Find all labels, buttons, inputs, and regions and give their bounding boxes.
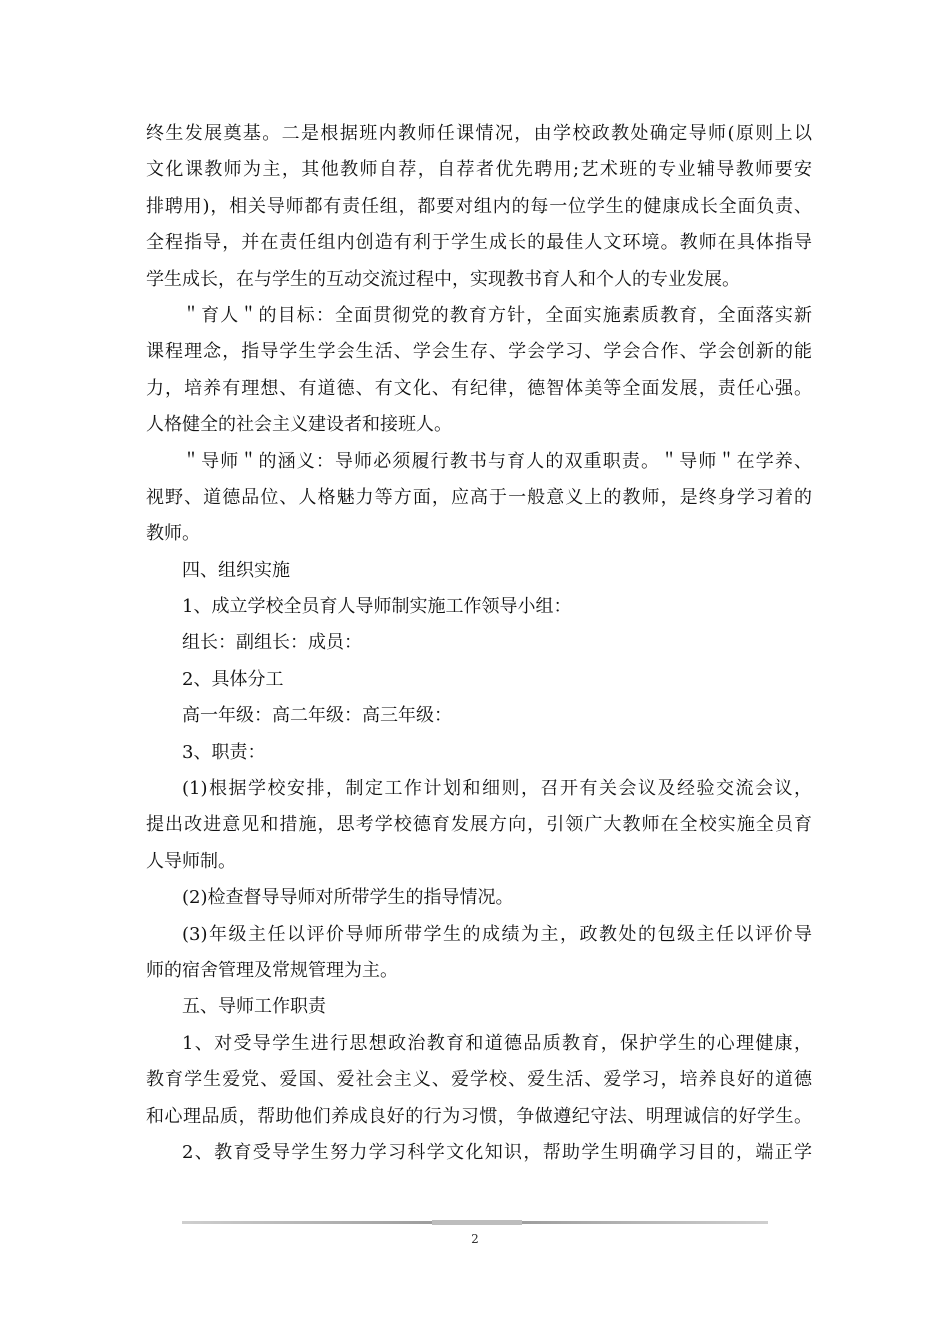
text-line: ＂育人＂的目标：全面贯彻党的教育方针，全面实施素质教育，全面落实新 (182, 304, 812, 326)
text-line: 课程理念，指导学生学会生活、学会生存、学会学习、学会合作、学会创新的能 (146, 341, 812, 363)
text-line: 四、组织实施 (182, 559, 290, 581)
text-line: (1)根据学校安排，制定工作计划和细则，召开有关会议及经验交流会议， (182, 778, 812, 800)
text-line: 教育学生爱党、爱国、爱社会主义、爱学校、爱生活、爱学习，培养良好的道德 (146, 1069, 812, 1091)
document-body (146, 116, 812, 1171)
text-line: 教师。 (146, 523, 200, 545)
text-line: ＂导师＂的涵义：导师必须履行教书与育人的双重职责。＂导师＂在学养、 (182, 450, 812, 472)
footer-divider (182, 1221, 768, 1224)
text-line: 和心理品质，帮助他们养成良好的行为习惯，争做遵纪守法、明理诚信的好学生。 (146, 1105, 812, 1127)
text-line: 3、职责： (182, 741, 266, 763)
text-line: 五、导师工作职责 (182, 996, 326, 1018)
text-line: 文化课教师为主，其他教师自荐，自荐者优先聘用;艺术班的专业辅导教师要安 (146, 159, 812, 181)
text-line: 1、成立学校全员育人导师制实施工作领导小组： (182, 596, 572, 618)
text-line: 人导师制。 (146, 850, 236, 872)
text-line: 视野、道德品位、人格魅力等方面，应高于一般意义上的教师，是终身学习着的 (146, 486, 812, 508)
text-line: 提出改进意见和措施，思考学校德育发展方向，引领广大教师在全校实施全员育 (146, 814, 812, 836)
text-line: 2、教育受导学生努力学习科学文化知识，帮助学生明确学习目的，端正学 (182, 1141, 812, 1163)
text-line: 学生成长，在与学生的互动交流过程中，实现教书育人和个人的专业发展。 (146, 268, 740, 290)
text-line: 组长：副组长：成员： (182, 632, 362, 654)
text-line: 师的宿舍管理及常规管理为主。 (146, 959, 398, 981)
text-line: 力，培养有理想、有道德、有文化、有纪律，德智体美等全面发展，责任心强。 (146, 377, 812, 399)
text-line: 2、具体分工 (182, 668, 284, 690)
text-line: 排聘用)，相关导师都有责任组，都要对组内的每一位学生的健康成长全面负责、 (146, 195, 812, 217)
text-line: 全程指导，并在责任组内创造有利于学生成长的最佳人文环境。教师在具体指导 (146, 232, 812, 254)
text-line: 终生发展奠基。二是根据班内教师任课情况，由学校政教处确定导师(原则上以 (146, 123, 812, 144)
text-line: (2)检查督导导师对所带学生的指导情况。 (182, 887, 514, 909)
text-line: 高一年级：高二年级：高三年级： (182, 705, 452, 727)
text-line: 人格健全的社会主义建设者和接班人。 (146, 414, 452, 436)
text-line: 1、对受导学生进行思想政治教育和道德品质教育，保护学生的心理健康， (182, 1032, 812, 1054)
text-line: (3)年级主任以评价导师所带学生的成绩为主，政教处的包级主任以评价导 (182, 923, 812, 945)
page-number: 2 (471, 1232, 479, 1246)
